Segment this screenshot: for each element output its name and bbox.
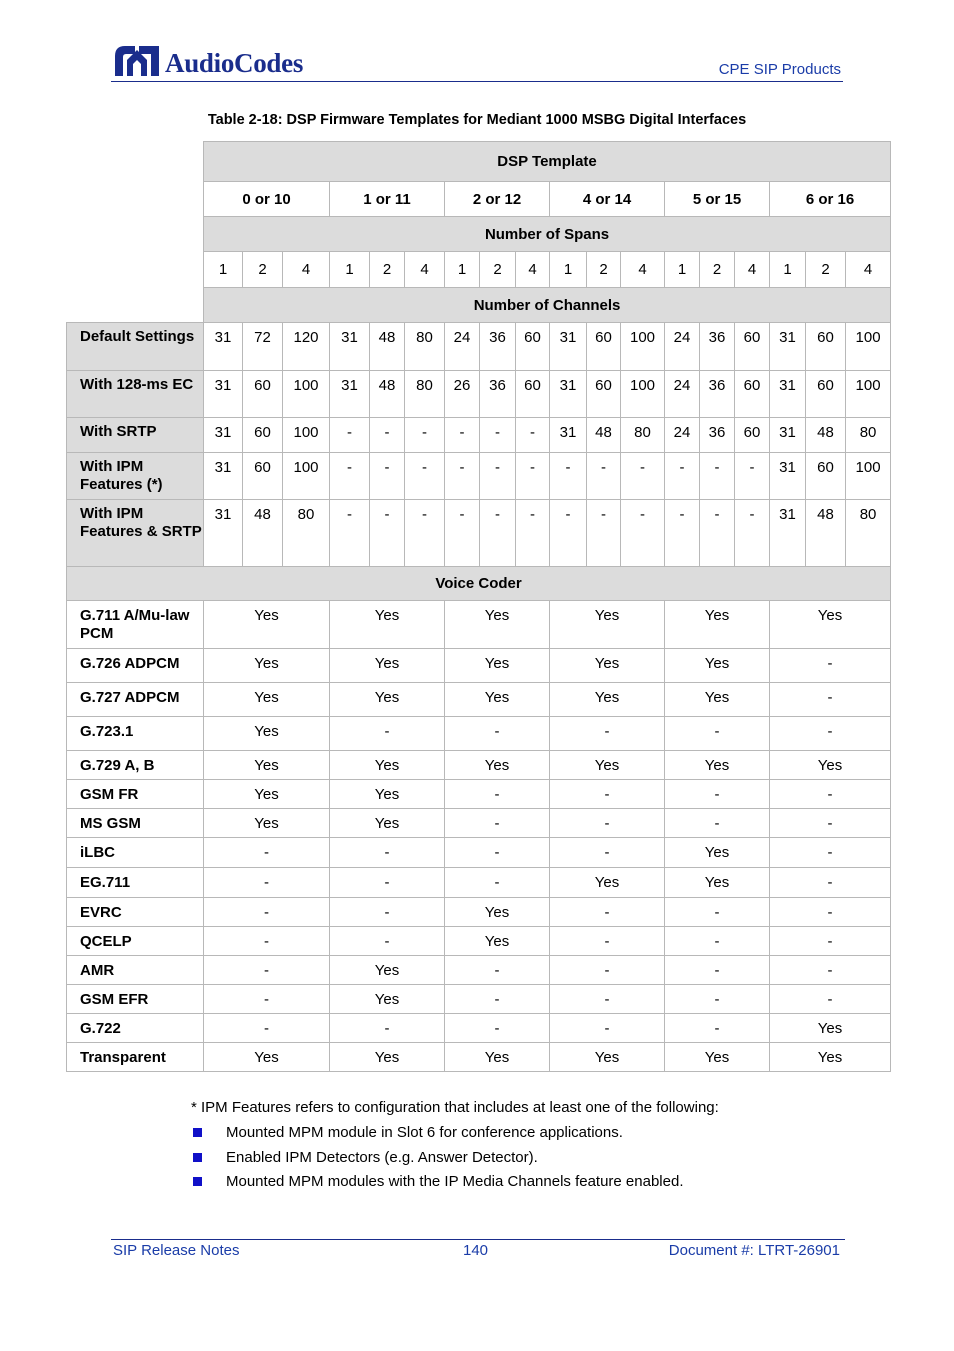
- coder-support-cell: Yes: [330, 683, 445, 717]
- coder-support-cell: -: [550, 927, 665, 956]
- coder-name-cell: EVRC: [67, 898, 204, 927]
- span-count-cell: 4: [846, 252, 891, 288]
- channel-count-cell: 31: [204, 323, 243, 371]
- channel-count-cell: 60: [735, 323, 770, 371]
- coder-support-cell: Yes: [445, 751, 550, 780]
- table-row: [67, 868, 891, 898]
- channel-count-cell: 36: [700, 371, 735, 418]
- table-row: [67, 649, 891, 683]
- table-corner: [67, 288, 204, 323]
- channel-count-cell: 100: [283, 371, 330, 418]
- coder-support-cell: -: [204, 985, 330, 1014]
- coder-name-cell: G.722: [67, 1014, 204, 1043]
- coder-support-cell: Yes: [665, 751, 770, 780]
- coder-support-cell: -: [770, 683, 891, 717]
- coder-name-cell: G.727 ADPCM: [67, 683, 204, 717]
- channel-count-cell: -: [735, 500, 770, 567]
- coder-support-cell: Yes: [550, 868, 665, 898]
- channel-row-label: With IPM Features (*): [67, 453, 204, 500]
- coder-support-cell: -: [770, 649, 891, 683]
- channel-count-cell: 31: [550, 323, 587, 371]
- channel-count-cell: 100: [283, 453, 330, 500]
- coder-support-cell: Yes: [665, 649, 770, 683]
- channel-count-cell: 31: [204, 418, 243, 453]
- channel-count-cell: -: [665, 453, 700, 500]
- coder-name-cell: EG.711: [67, 868, 204, 898]
- span-count-cell: 4: [735, 252, 770, 288]
- channel-count-cell: 24: [665, 323, 700, 371]
- coder-support-cell: Yes: [770, 1014, 891, 1043]
- coder-support-cell: -: [665, 956, 770, 985]
- coder-support-cell: Yes: [770, 601, 891, 649]
- template-header: 0 or 10: [204, 182, 330, 217]
- channel-count-cell: 100: [846, 323, 891, 371]
- footer-divider: [111, 1239, 845, 1240]
- channel-count-cell: 24: [665, 371, 700, 418]
- coder-name-cell: G.723.1: [67, 717, 204, 751]
- coder-support-cell: Yes: [665, 838, 770, 868]
- span-count-cell: 2: [480, 252, 516, 288]
- channel-count-cell: 100: [283, 418, 330, 453]
- channel-count-cell: -: [700, 500, 735, 567]
- coder-support-cell: -: [550, 1014, 665, 1043]
- channel-count-cell: 31: [770, 500, 806, 567]
- coder-support-cell: Yes: [330, 985, 445, 1014]
- channel-count-cell: 60: [516, 323, 550, 371]
- channel-count-cell: 80: [283, 500, 330, 567]
- voice-coder-header: Voice Coder: [67, 567, 891, 601]
- channel-count-cell: -: [735, 453, 770, 500]
- span-count-cell: 4: [283, 252, 330, 288]
- channel-count-cell: -: [480, 418, 516, 453]
- coder-name-cell: G.726 ADPCM: [67, 649, 204, 683]
- coder-support-cell: Yes: [204, 717, 330, 751]
- channel-count-cell: -: [405, 418, 445, 453]
- table-row: [67, 898, 891, 927]
- channel-count-cell: 48: [587, 418, 621, 453]
- channel-count-cell: 80: [846, 500, 891, 567]
- coder-support-cell: -: [445, 838, 550, 868]
- coder-support-cell: -: [770, 838, 891, 868]
- channel-count-cell: 24: [445, 323, 480, 371]
- channel-count-cell: -: [370, 453, 405, 500]
- coder-support-cell: Yes: [204, 601, 330, 649]
- channel-count-cell: -: [550, 500, 587, 567]
- table-row: [67, 500, 891, 567]
- coder-support-cell: Yes: [445, 927, 550, 956]
- coder-support-cell: -: [330, 717, 445, 751]
- channel-count-cell: 36: [700, 418, 735, 453]
- coder-support-cell: Yes: [550, 683, 665, 717]
- channel-count-cell: 80: [405, 323, 445, 371]
- channel-count-cell: 31: [770, 323, 806, 371]
- channel-count-cell: -: [405, 453, 445, 500]
- coder-name-cell: QCELP: [67, 927, 204, 956]
- footer-doc-number: Document #: LTRT-26901: [668, 1242, 840, 1259]
- channel-count-cell: 48: [370, 323, 405, 371]
- channel-count-cell: 31: [770, 418, 806, 453]
- coder-support-cell: Yes: [330, 809, 445, 838]
- span-count-cell: 2: [700, 252, 735, 288]
- template-header: 5 or 15: [665, 182, 770, 217]
- channel-count-cell: 72: [243, 323, 283, 371]
- bullet-square-icon: [193, 1153, 202, 1162]
- coder-support-cell: -: [550, 717, 665, 751]
- span-count-cell: 1: [330, 252, 370, 288]
- table-row: [67, 956, 891, 985]
- channel-count-cell: -: [405, 500, 445, 567]
- coder-support-cell: -: [770, 956, 891, 985]
- coder-support-cell: Yes: [665, 1043, 770, 1072]
- channel-count-cell: 80: [621, 418, 665, 453]
- coder-support-cell: -: [445, 717, 550, 751]
- coder-support-cell: Yes: [330, 1043, 445, 1072]
- channel-count-cell: -: [516, 418, 550, 453]
- coder-support-cell: -: [330, 1014, 445, 1043]
- table-row: [67, 780, 891, 809]
- page-number: 140: [463, 1242, 489, 1259]
- channel-count-cell: 60: [735, 418, 770, 453]
- channel-count-cell: -: [621, 453, 665, 500]
- coder-support-cell: Yes: [445, 1043, 550, 1072]
- template-header: 6 or 16: [770, 182, 891, 217]
- span-count-cell: 2: [243, 252, 283, 288]
- channel-count-cell: 60: [735, 371, 770, 418]
- channel-count-cell: 60: [806, 371, 846, 418]
- table-row: [67, 371, 891, 418]
- table-row: [67, 601, 891, 649]
- footer-doc-title: SIP Release Notes: [113, 1242, 240, 1259]
- span-count-cell: 4: [405, 252, 445, 288]
- channel-count-cell: -: [370, 500, 405, 567]
- audiocodes-logo: [113, 42, 304, 82]
- table-row: [67, 418, 891, 453]
- table-row: [67, 927, 891, 956]
- table-row: [67, 717, 891, 751]
- channel-count-cell: 60: [243, 371, 283, 418]
- coder-name-cell: G.711 A/Mu-law PCM: [67, 601, 204, 649]
- coder-support-cell: Yes: [445, 649, 550, 683]
- channel-count-cell: 100: [621, 323, 665, 371]
- channel-count-cell: 48: [370, 371, 405, 418]
- channel-count-cell: 31: [770, 453, 806, 500]
- channel-count-cell: -: [330, 418, 370, 453]
- coder-support-cell: -: [445, 868, 550, 898]
- coder-name-cell: MS GSM: [67, 809, 204, 838]
- coder-support-cell: Yes: [550, 1043, 665, 1072]
- coder-support-cell: Yes: [665, 601, 770, 649]
- bullet-square-icon: [193, 1128, 202, 1137]
- channel-count-cell: 31: [204, 371, 243, 418]
- channel-count-cell: 60: [806, 323, 846, 371]
- table-corner: [67, 217, 204, 252]
- span-count-cell: 4: [621, 252, 665, 288]
- coder-support-cell: -: [770, 780, 891, 809]
- channel-count-cell: 31: [204, 453, 243, 500]
- coder-support-cell: -: [445, 780, 550, 809]
- coder-support-cell: Yes: [330, 649, 445, 683]
- span-count-cell: 2: [806, 252, 846, 288]
- ipm-features-list: [191, 1124, 684, 1198]
- coder-support-cell: Yes: [204, 1043, 330, 1072]
- coder-support-cell: Yes: [204, 683, 330, 717]
- coder-name-cell: G.729 A, B: [67, 751, 204, 780]
- coder-support-cell: -: [550, 780, 665, 809]
- span-count-cell: 1: [550, 252, 587, 288]
- coder-support-cell: Yes: [204, 751, 330, 780]
- table-row: [67, 1014, 891, 1043]
- coder-support-cell: Yes: [330, 780, 445, 809]
- channel-count-cell: 60: [587, 371, 621, 418]
- coder-support-cell: -: [770, 898, 891, 927]
- channel-count-cell: 48: [806, 500, 846, 567]
- span-count-cell: 4: [516, 252, 550, 288]
- coder-support-cell: Yes: [550, 649, 665, 683]
- coder-support-cell: Yes: [665, 868, 770, 898]
- channel-count-cell: 60: [516, 371, 550, 418]
- channel-count-cell: 80: [846, 418, 891, 453]
- coder-support-cell: -: [204, 868, 330, 898]
- span-count-cell: 2: [587, 252, 621, 288]
- coder-support-cell: Yes: [770, 1043, 891, 1072]
- channel-count-cell: 31: [550, 371, 587, 418]
- channel-count-cell: 31: [330, 323, 370, 371]
- table-row: [67, 751, 891, 780]
- table-row: [67, 985, 891, 1014]
- channel-count-cell: 31: [204, 500, 243, 567]
- channel-count-cell: -: [480, 453, 516, 500]
- channel-count-cell: 80: [405, 371, 445, 418]
- channel-row-label: Default Settings: [67, 323, 204, 371]
- channel-count-cell: 36: [480, 371, 516, 418]
- number-of-spans-header: Number of Spans: [204, 217, 891, 252]
- channel-count-cell: -: [480, 500, 516, 567]
- coder-support-cell: -: [204, 898, 330, 927]
- table-caption: Table 2-18: DSP Firmware Templates for Mediant 1000 MSBG Digital Interfaces: [207, 112, 747, 128]
- coder-name-cell: Transparent: [67, 1043, 204, 1072]
- span-count-cell: 1: [770, 252, 806, 288]
- coder-support-cell: -: [445, 1014, 550, 1043]
- span-count-cell: 2: [370, 252, 405, 288]
- channel-count-cell: 60: [806, 453, 846, 500]
- table-row: [67, 838, 891, 868]
- coder-support-cell: -: [550, 809, 665, 838]
- coder-support-cell: -: [204, 1014, 330, 1043]
- list-item: [191, 1124, 684, 1149]
- channel-count-cell: 24: [665, 418, 700, 453]
- coder-support-cell: -: [445, 809, 550, 838]
- coder-support-cell: Yes: [445, 683, 550, 717]
- list-item-text: Mounted MPM modules with the IP Media Channels feature enabled.: [226, 1173, 684, 1190]
- span-count-cell: 1: [445, 252, 480, 288]
- channel-count-cell: 26: [445, 371, 480, 418]
- channel-count-cell: 100: [846, 371, 891, 418]
- coder-support-cell: Yes: [330, 601, 445, 649]
- channel-count-cell: -: [516, 453, 550, 500]
- channel-count-cell: -: [330, 500, 370, 567]
- channel-count-cell: 36: [700, 323, 735, 371]
- coder-support-cell: -: [330, 898, 445, 927]
- span-count-cell: 1: [204, 252, 243, 288]
- channel-count-cell: -: [587, 453, 621, 500]
- coder-support-cell: -: [770, 717, 891, 751]
- coder-support-cell: -: [550, 898, 665, 927]
- channel-count-cell: -: [621, 500, 665, 567]
- channel-count-cell: 100: [621, 371, 665, 418]
- coder-support-cell: Yes: [445, 898, 550, 927]
- coder-support-cell: Yes: [445, 601, 550, 649]
- channel-count-cell: 31: [770, 371, 806, 418]
- channel-count-cell: 60: [243, 418, 283, 453]
- coder-support-cell: -: [665, 898, 770, 927]
- channel-count-cell: -: [550, 453, 587, 500]
- channel-count-cell: -: [445, 453, 480, 500]
- coder-support-cell: -: [665, 809, 770, 838]
- table-corner: [67, 182, 204, 217]
- coder-support-cell: Yes: [204, 649, 330, 683]
- coder-name-cell: AMR: [67, 956, 204, 985]
- channel-count-cell: -: [330, 453, 370, 500]
- coder-name-cell: GSM EFR: [67, 985, 204, 1014]
- coder-support-cell: -: [204, 838, 330, 868]
- coder-support-cell: -: [770, 927, 891, 956]
- template-header: 1 or 11: [330, 182, 445, 217]
- channel-count-cell: -: [370, 418, 405, 453]
- coder-support-cell: Yes: [550, 751, 665, 780]
- channel-count-cell: 60: [243, 453, 283, 500]
- table-row: [67, 453, 891, 500]
- channel-count-cell: 48: [806, 418, 846, 453]
- coder-support-cell: -: [330, 868, 445, 898]
- channel-count-cell: 31: [330, 371, 370, 418]
- header-divider: [111, 81, 843, 82]
- coder-support-cell: -: [665, 985, 770, 1014]
- channel-count-cell: -: [516, 500, 550, 567]
- number-of-channels-header: Number of Channels: [204, 288, 891, 323]
- table-row: [67, 683, 891, 717]
- coder-support-cell: -: [445, 956, 550, 985]
- channel-count-cell: -: [445, 500, 480, 567]
- coder-support-cell: -: [330, 838, 445, 868]
- channel-count-cell: 31: [550, 418, 587, 453]
- coder-support-cell: Yes: [330, 751, 445, 780]
- template-header: 4 or 14: [550, 182, 665, 217]
- coder-support-cell: -: [665, 780, 770, 809]
- channel-count-cell: 36: [480, 323, 516, 371]
- template-header: 2 or 12: [445, 182, 550, 217]
- table-row: [67, 809, 891, 838]
- list-item-text: Enabled IPM Detectors (e.g. Answer Detector).: [226, 1148, 538, 1166]
- channel-row-label: With 128-ms EC: [67, 371, 204, 418]
- coder-support-cell: Yes: [330, 956, 445, 985]
- dsp-template-header: DSP Template: [204, 142, 891, 182]
- coder-support-cell: -: [204, 956, 330, 985]
- table-corner: [67, 252, 204, 288]
- coder-support-cell: Yes: [665, 683, 770, 717]
- channel-count-cell: -: [700, 453, 735, 500]
- dsp-templates-table: [66, 141, 891, 1072]
- channel-count-cell: -: [587, 500, 621, 567]
- logo-text: AudioCodes: [165, 48, 304, 78]
- channel-row-label: With SRTP: [67, 418, 204, 453]
- ipm-features-note: * IPM Features refers to configuration that includes at least one of the following:: [191, 1099, 719, 1116]
- coder-support-cell: -: [665, 717, 770, 751]
- channel-count-cell: -: [665, 500, 700, 567]
- channel-count-cell: 48: [243, 500, 283, 567]
- bullet-square-icon: [193, 1177, 202, 1186]
- list-item: [191, 1149, 684, 1174]
- list-item: [191, 1173, 684, 1198]
- coder-support-cell: -: [204, 927, 330, 956]
- channel-count-cell: 120: [283, 323, 330, 371]
- coder-support-cell: -: [665, 927, 770, 956]
- coder-support-cell: Yes: [204, 780, 330, 809]
- channel-row-label: With IPM Features & SRTP: [67, 500, 204, 567]
- coder-support-cell: -: [770, 809, 891, 838]
- span-count-cell: 1: [665, 252, 700, 288]
- channel-count-cell: 60: [587, 323, 621, 371]
- coder-name-cell: GSM FR: [67, 780, 204, 809]
- coder-support-cell: -: [770, 985, 891, 1014]
- header-product-name: CPE SIP Products: [718, 61, 841, 78]
- table-row: [67, 323, 891, 371]
- table-corner: [67, 142, 204, 182]
- coder-support-cell: Yes: [204, 809, 330, 838]
- channel-count-cell: 100: [846, 453, 891, 500]
- coder-support-cell: Yes: [550, 601, 665, 649]
- coder-support-cell: -: [550, 985, 665, 1014]
- coder-name-cell: iLBC: [67, 838, 204, 868]
- audiocodes-logo-icon: [113, 42, 161, 78]
- coder-support-cell: -: [550, 838, 665, 868]
- coder-support-cell: -: [665, 1014, 770, 1043]
- coder-support-cell: -: [770, 868, 891, 898]
- list-item-text: Mounted MPM module in Slot 6 for conference applications.: [226, 1124, 623, 1141]
- coder-support-cell: -: [330, 927, 445, 956]
- coder-support-cell: -: [445, 985, 550, 1014]
- channel-count-cell: -: [445, 418, 480, 453]
- table-row: [67, 1043, 891, 1072]
- coder-support-cell: -: [550, 956, 665, 985]
- coder-support-cell: Yes: [770, 751, 891, 780]
